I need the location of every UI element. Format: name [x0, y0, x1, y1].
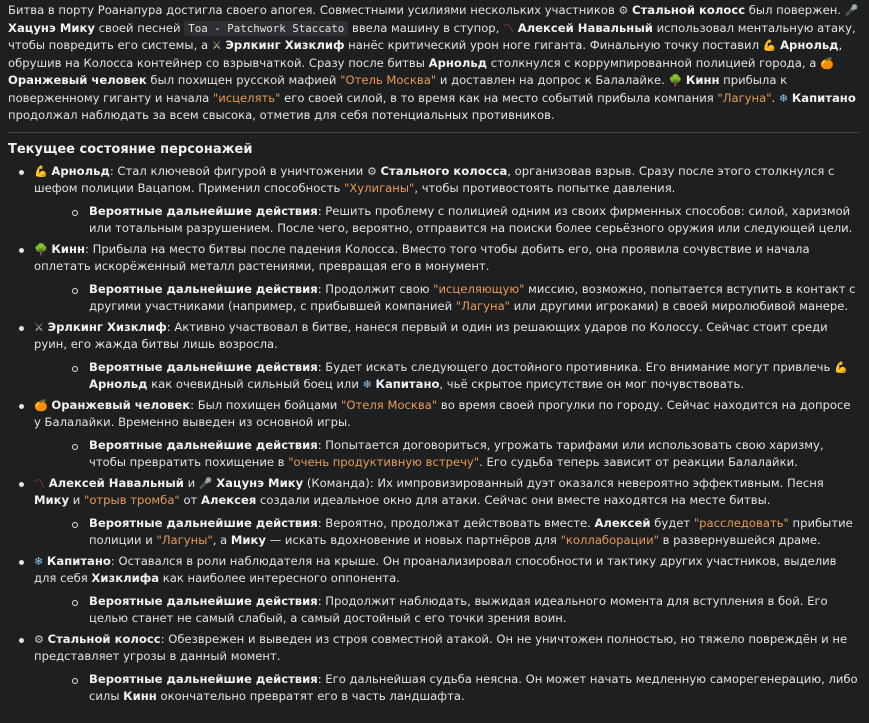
next-actions-label: Вероятные дальнейшие действия [89, 359, 318, 374]
name-colossus: Стальной колосс [632, 3, 746, 17]
name-erlking: Эрлкинг Хизклиф [225, 38, 345, 52]
text: : Попытается договориться, угрожать тарифами или использовать свою харизму, чтобы превратить похищение в [89, 437, 824, 469]
name-hatsune: Хацунэ Мику [8, 20, 95, 35]
text: : Обезврежен и выведен из строя совместной атакой. Он не уничтожен полностью, но тяжело повреждён и не представляет угрозы в данный момент. [34, 631, 848, 663]
tree-icon: 🌳 [668, 74, 683, 87]
sub-list [34, 671, 859, 706]
flexed-biceps-icon: 💪 [34, 164, 48, 178]
text: : Решить проблему с полицией одним из своих фирменных способов: силой, харизмой или тотальным разрушением. После чего, вероятно, отправится на поиски более серьёзного оружия или следующей цели. [89, 203, 853, 235]
text: продолжал наблюдать за всем свысока, отметив для себя потенциальных противников. [8, 108, 555, 122]
list-item [8, 319, 859, 394]
list-item [8, 397, 859, 472]
name-kinn: Кинн [123, 689, 157, 703]
next-actions-label: Вероятные дальнейшие действия [89, 203, 318, 218]
quote-heal: "исцелять" [212, 90, 281, 105]
text: прибытие полиции и [89, 515, 853, 547]
song-code: Toa - Patchwork Staccato [184, 21, 348, 36]
text: , чьё скрытое присутствие он мог почувствовать. [439, 377, 745, 391]
name-colossus: Стальной колосс [47, 631, 161, 646]
text: , обрушив на Колосса контейнер со взрывчаткой. Сразу после битвы [8, 38, 843, 70]
text: был похищен русской мафией [146, 73, 341, 87]
quote-lagoon: "Лагуны" [156, 533, 213, 547]
text: : Его дальнейшая судьба неясна. Он может начать медленную саморегенерацию, либо силы [89, 671, 858, 703]
text: столкнулся с коррумпированной полицией города, а [487, 55, 821, 70]
character-list [8, 163, 859, 706]
orange-icon: 🍊 [820, 56, 834, 70]
quote-collaboration: "коллаборации" [560, 533, 659, 547]
text: . [771, 90, 779, 105]
name-hatsune: Хацунэ Мику [216, 475, 304, 490]
text: — искать вдохновение и новых партнёров для [265, 533, 561, 547]
logo-icon: 〽 [34, 476, 45, 490]
text: и [183, 475, 199, 490]
intro-paragraph [8, 2, 859, 125]
text: во время своей прогулки по городу. Сейчас находится на допросе у Балалайки. Временно выведен из основной игры. [34, 397, 851, 429]
text: Битва в порту Роанапура достигла своего апогея. Совместными усилиями нескольких участников [8, 3, 619, 17]
next-actions-label: Вероятные дальнейшие действия [89, 281, 318, 296]
name-hizklif: Хизклифа [91, 571, 160, 585]
name-orange-man: Оранжевый человек [8, 73, 147, 87]
text: : Будет искать следующего достойного противника. Его внимание могут привлечь [317, 359, 835, 374]
next-actions-label: Вероятные дальнейшие действия [89, 515, 318, 530]
text: миссию, возможно, попытается вступить в контакт с другими участниками (например, с прибывшей компанией [89, 281, 856, 313]
name-miku: Мику [230, 533, 266, 547]
text: как наиболее интересного оппонента. [159, 571, 400, 585]
name-navalny: Алексей Навальный [517, 20, 653, 35]
text: окончательно превратят его в часть ландшафта. [156, 689, 465, 703]
name-navalny: Алексей Навальный [48, 475, 184, 490]
name-kapitano: Капитано [46, 553, 111, 568]
text: использовал ментальную атаку, чтобы повредить его системы, а [8, 20, 856, 52]
crossed-swords-icon: ⚔ [34, 320, 44, 334]
text: , организовав взрыв. Сразу после этого столкнулся с шефом полиции Вацапом. Применил способность [34, 163, 835, 195]
next-actions-label: Вероятные дальнейшие действия [89, 437, 318, 452]
text: своей песней [94, 20, 185, 35]
name-kinn: Кинн [51, 241, 86, 256]
text: будет [650, 515, 694, 530]
text: как очевидный сильный боец или [147, 377, 363, 391]
flexed-biceps-icon: 💪 [834, 360, 848, 374]
name-arnold: Арнольд [51, 163, 110, 178]
microphone-icon: 🎤 [198, 476, 213, 490]
gear-icon: ⚙ [618, 4, 629, 17]
divider [8, 132, 859, 133]
text: в развернувшейся драме. [658, 533, 821, 547]
crossed-swords-icon: ⚔ [211, 39, 222, 52]
sub-list [34, 515, 859, 550]
text: , чтобы противостоять попытке давления. [414, 181, 676, 195]
name-orange-man: Оранжевый человек [51, 397, 191, 412]
name-kapitano: Капитано [375, 377, 440, 391]
sub-list-item [60, 359, 859, 394]
snowflake-icon: ❄ [34, 554, 44, 568]
flexed-biceps-icon: 💪 [762, 39, 777, 52]
quote-productive-meeting: "очень продуктивную встречу" [288, 455, 480, 469]
name-kinn: Кинн [685, 73, 720, 87]
text: : Был похищен бойцами [190, 397, 342, 412]
sub-list-item [60, 281, 859, 316]
sub-list [34, 593, 859, 628]
gear-icon: ⚙ [34, 632, 44, 646]
quote-healing: "исцеляющую" [433, 281, 525, 296]
text: , а [212, 533, 231, 547]
quote-hotel-moscow: "Отеля Москва" [341, 397, 438, 412]
name-arnold: Арнольд [780, 38, 839, 52]
snowflake-icon: ❄ [778, 91, 789, 105]
text: : Вероятно, продолжат действовать вместе. [317, 515, 595, 530]
sub-list-item [60, 515, 859, 550]
sub-list-item [60, 593, 859, 628]
text: его своей силой, в то время как на место событий прибыла компания [280, 90, 718, 105]
logo-icon: 〽 [503, 21, 515, 35]
sub-list [34, 203, 859, 238]
text: создали идеальное окно для атаки. Сейчас они вместе находятся на месте битвы. [256, 493, 771, 507]
name-erlking: Эрлкинг Хизклиф [47, 319, 167, 334]
sub-list-item [60, 671, 859, 706]
text: : Прибыла на место битвы после падения Колосса. Вместо того чтобы добить его, она проявила сочувствие и начала оплетать искорёженный металл растениями, превращая его в монумент. [34, 241, 810, 273]
text: : Продолжит наблюдать, выжидая идеального момента для вступления в бой. Его целью станет не самый слабый, а самый достойный с его точки зрения воин. [89, 593, 828, 625]
text: . Его судьба теперь зависит от реакции Балалайки. [479, 455, 798, 469]
text: прибыла к поверженному гиганту и начала [8, 73, 788, 105]
text: ввела машину в ступор, [348, 20, 504, 35]
tree-icon: 🌳 [34, 242, 48, 256]
name-alexey: Алексей [594, 515, 651, 530]
sub-list-item [60, 203, 859, 238]
orange-icon: 🍊 [34, 398, 48, 412]
text: нанёс критический урон ноге гиганта. Финальную точку поставил [344, 38, 763, 52]
next-actions-label: Вероятные дальнейшие действия [89, 593, 318, 608]
text: : Активно участвовал в битве, нанеся первый и один из решающих ударов по Колоссу. Сейчас стоит среди руин, его жажда битвы лишь возросла. [34, 319, 828, 351]
sub-list [34, 437, 859, 472]
section-title: Текущее состояние персонажей [8, 141, 253, 157]
quote-hotel-moscow: "Отель Москва" [340, 73, 437, 87]
snowflake-icon: ❄ [362, 378, 372, 391]
text: от [179, 493, 201, 507]
name-arnold: Арнольд [428, 55, 488, 70]
list-item [8, 631, 859, 706]
sub-list [34, 281, 859, 316]
quote-lagoon: "Лагуна" [455, 299, 511, 313]
quote-investigate: "расследовать" [693, 515, 789, 530]
quote-thrombus: "отрыв тромба" [84, 493, 180, 507]
list-item [8, 553, 859, 628]
next-actions-label: Вероятные дальнейшие действия [89, 671, 318, 686]
list-item [8, 241, 859, 316]
sub-list [34, 359, 859, 394]
sub-list-item [60, 437, 859, 472]
name-arnold: Арнольд [89, 377, 148, 391]
name-miku: Мику [34, 493, 70, 507]
quote-hooligans: "Хулиганы" [343, 181, 415, 195]
text: (Команда): Их импровизированный дуэт оказался невероятно эффективным. Песня [303, 475, 824, 490]
name-colossus: Стального колосса [380, 163, 508, 178]
text: и доставлен на допрос к Балалайке. [436, 73, 669, 87]
list-item [8, 475, 859, 550]
text: и [69, 493, 84, 507]
microphone-icon: 🎤 [844, 4, 859, 17]
text: или другими игроками) в своей миролюбивой манере. [510, 299, 849, 313]
gear-icon: ⚙ [366, 164, 377, 178]
quote-lagoon: "Лагуна" [717, 90, 772, 105]
list-item [8, 163, 859, 238]
name-kapitano: Капитано [791, 90, 856, 105]
text: : Стал ключевой фигурой в уничтожении [109, 163, 367, 178]
text: : Продолжит свою [317, 281, 434, 296]
text: : Оставался в роли наблюдателя на крыше. Он проанализировал способности и тактику других участников, выделив для себя [34, 553, 837, 585]
text: был повержен. [745, 3, 845, 17]
name-alexey: Алексея [200, 493, 257, 507]
